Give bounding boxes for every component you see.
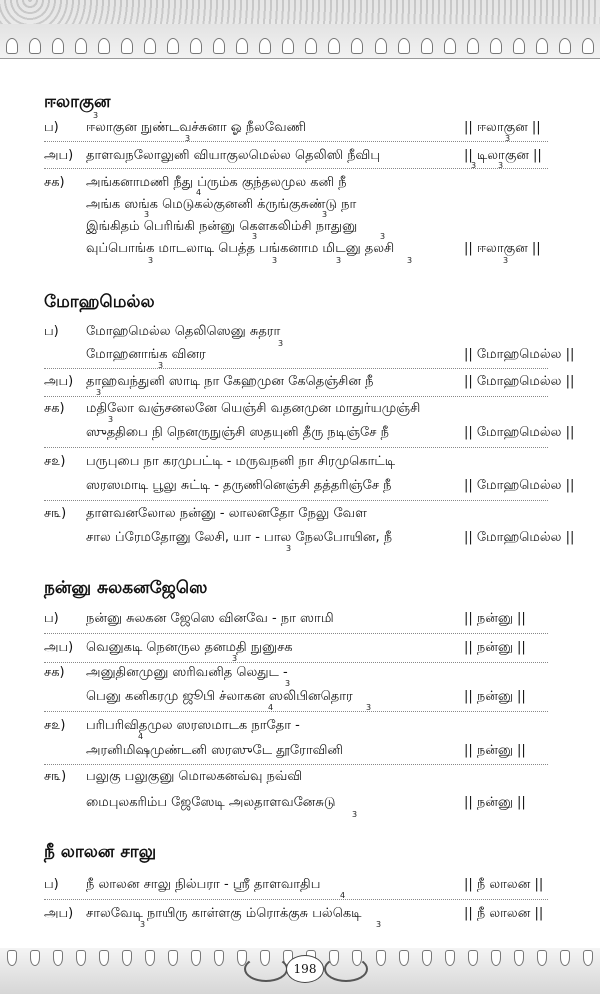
line-text: இங்கிதம் பெரிங்கி நன்னு கௌகலிம்சி நாதுனு: [86, 219, 358, 234]
tassel-ornament: [53, 950, 63, 966]
tassel-ornament: [7, 950, 17, 966]
song-line: [0, 454, 600, 476]
line-label: அப): [44, 374, 74, 389]
tassel-ornament: [145, 950, 155, 966]
line-text: ஸுததிபை நி நெனருநுஞ்சி ஸதயுனி தீரு நடிஞ்சே நீ: [86, 425, 389, 440]
line-refrain: || மோஹமெல்ல ||: [464, 347, 575, 362]
line-label: சக): [44, 401, 65, 416]
line-label: ச௨): [44, 454, 66, 469]
left-scroll-ornament: [244, 956, 288, 982]
tassel-ornament: [422, 950, 432, 966]
tassel-ornament: [583, 950, 593, 966]
line-label: அப): [44, 906, 74, 921]
line-refrain: || நன்னு ||: [464, 689, 526, 704]
line-label: ப): [44, 877, 59, 892]
line-text: ஈலாகுன நுண்டவச்சுனா ஓ நீலவேணி: [86, 120, 306, 135]
song-line: [0, 611, 600, 633]
line-refrain: || நன்னு ||: [464, 795, 526, 810]
song-title: ஈலாகுன: [44, 92, 111, 112]
line-label: ப): [44, 324, 59, 339]
page-content: ஈலாகுன 3 ப) ஈலாகுன நுண்டவச்சுனா ஓ நீலவேணி || ஈலாகுன || 3 3 அப) தாளவநலோலுனி வியாகுலமெல்ல தெலிஸி நீவிபு || டிலாகுன || 3 3 சக) அங்கனாமணி நீது ப்ரும்க குந்தலமுல கனி நீ 4 அங்க ஸங்க மெடுகல்குனனி க்ருங்குசுண்டு நா 3 3 இங்கிதம் பெரிங்கி நன்னு கௌகலிம்சி நாதுனு 3 3 வுப்பொங்க மாடலாடி பெத்த பங்கனாம மிடனு தலசி || ஈலாகுன || 3 3 3 3 3 மோஹமெல்ல ப) மோஹமெல்ல தெலிஸெனு சுதரா 3 மோஹனாங்க வினர || மோஹமெல்ல || 3 அப) தாஹவந்துனி ஸாடி நா கேஹமுன கேதெஞ்சின நீ || மோஹமெல்ல || 3 சக) மதிலோ வஞ்சனலனே யெஞ்சி வதனமுன மாதுர்யமுஞ்சி 3 ஸுததிபை நி நெனருநுஞ்சி ஸதயுனி தீரு நடிஞ்சே நீ || மோஹமெல்ல || ச௨) பருபுபை நா கரமுபட்டி - மருவநனி நா சிரமுகொட்டி ஸரஸமாடி பூலு சுட்டி - தருணினெஞ்சி தத்தரிஞ்சே நீ || மோஹமெல்ல || ச௩) தாளவனலோல நன்னு - லாலனதோ நேலு வேள சால ப்ரேமதோனு லேசி, யா - பால நேலபோயின, நீ || மோஹமெல்ல || 3 நன்னு சுலகனஜேஸெ ப) நன்னு சுலகன ஜேஸெ வினவே - நா ஸாமி || நன்னு || அப) வெனுகடி நெனருல தனமதி நுனுசக || நன்னு || 3 சக) அனுதினமுனு ஸரிவனித லெதுட - 3 பெனு கனிகரமு ஜூபி ச்லாகன ஸலிபினதொர || நன்னு || 4 3 ச௨) பரிபரிவிதமுல ஸரஸமாடக நாதோ - 4 அரனிமிஷமுண்டனி ஸரஸுடே தூரோவினி || நன்னு || ச௩) பலுகு பலுகுனு மொலகனவ்வு நவ்வி மைபுலகரிம்ப ஜேஸேடி அலதாளவனேசுடு || நன்னு || 3 நீ லாலன சாலு ப) நீ லாலன சாலு நில்பரா - ஸ்ரீ தாளவாதிப || நீ லாலன || 4 அப) சாலவேடி நாயிரு காள்ளகு ம்ரொக்குசு பல்கெடி || நீ லாலன || 3 3: [0, 0, 600, 994]
line-text: பருபுபை நா கரமுபட்டி - மருவநனி நா சிரமுகொட்டி: [86, 454, 396, 469]
tassel-ornament: [122, 950, 132, 966]
line-text: அரனிமிஷமுண்டனி ஸரஸுடே தூரோவினி: [86, 743, 343, 758]
tassel-ornament: [491, 950, 501, 966]
song-line: [0, 425, 600, 447]
line-text: வுப்பொங்க மாடலாடி பெத்த பங்கனாம மிடனு தலசி: [86, 241, 395, 256]
tassel-ornament: [191, 950, 201, 966]
divider: [44, 368, 548, 369]
right-scroll-ornament: [324, 956, 368, 982]
line-refrain: || நன்னு ||: [464, 611, 526, 626]
line-text: மோஹனாங்க வினர: [86, 347, 206, 362]
song-line: [0, 175, 600, 197]
song-title: மோஹமெல்ல: [44, 292, 155, 312]
line-text: வெனுகடி நெனருல தனமதி நுனுசக: [86, 640, 293, 655]
divider: [44, 168, 548, 169]
song-line: [0, 640, 600, 662]
line-label: ப): [44, 611, 59, 626]
line-refrain: || நீ லாலன ||: [464, 877, 544, 892]
line-text: மைபுலகரிம்ப ஜேஸேடி அலதாளவனேசுடு: [86, 795, 336, 810]
tassel-ornament: [514, 950, 524, 966]
line-text: பலுகு பலுகுனு மொலகனவ்வு நவ்வி: [86, 769, 303, 784]
line-refrain: || மோஹமெல்ல ||: [464, 478, 575, 493]
tassel-ornament: [30, 950, 40, 966]
line-text: மதிலோ வஞ்சனலனே யெஞ்சி வதனமுன மாதுர்யமுஞ்சி: [86, 401, 421, 416]
line-refrain: || நன்னு ||: [464, 640, 526, 655]
line-text: மோஹமெல்ல தெலிஸெனு சுதரா: [86, 324, 281, 339]
line-text: அங்கனாமணி நீது ப்ரும்க குந்தலமுல கனி நீ: [86, 175, 347, 190]
line-refrain: || மோஹமெல்ல ||: [464, 530, 575, 545]
divider: [44, 141, 548, 142]
line-text: நன்னு சுலகன ஜேஸெ வினவே - நா ஸாமி: [86, 611, 334, 626]
line-text: பரிபரிவிதமுல ஸரஸமாடக நாதோ -: [86, 718, 300, 733]
song-line: [0, 769, 600, 791]
divider: [44, 396, 548, 397]
divider: [44, 633, 548, 634]
song-line: [0, 401, 600, 423]
song-line: [0, 374, 600, 396]
tassel-ornament: [537, 950, 547, 966]
line-text: சாலவேடி நாயிரு காள்ளகு ம்ரொக்குசு பல்கெடி: [86, 906, 362, 921]
tassel-ornament: [560, 950, 570, 966]
song-line: [0, 689, 600, 711]
song-line: [0, 148, 600, 170]
song-line: [0, 877, 600, 899]
line-label: ச௩): [44, 506, 67, 521]
song-title: நன்னு சுலகனஜேஸெ: [44, 578, 208, 598]
page-number: 198: [286, 955, 324, 983]
song-title: நீ லாலன சாலு: [44, 842, 157, 862]
line-refrain: || டிலாகுன ||: [464, 148, 542, 163]
song-line: [0, 530, 600, 552]
divider: [44, 447, 548, 448]
divider: [44, 662, 548, 663]
line-text: நீ லாலன சாலு நில்பரா - ஸ்ரீ தாளவாதிப: [86, 877, 321, 892]
song-line: [0, 718, 600, 740]
line-label: அப): [44, 148, 74, 163]
song-line: [0, 197, 600, 219]
line-text: தாளவநலோலுனி வியாகுலமெல்ல தெலிஸி நீவிபு: [86, 148, 380, 163]
song-line: [0, 478, 600, 500]
tassel-ornament: [214, 950, 224, 966]
line-label: சக): [44, 665, 65, 680]
line-text: தாஹவந்துனி ஸாடி நா கேஹமுன கேதெஞ்சின நீ: [86, 374, 374, 389]
tassel-ornament: [376, 950, 386, 966]
song-line: [0, 241, 600, 263]
divider: [44, 711, 548, 712]
song-line: [0, 506, 600, 528]
line-refrain: || ஈலாகுன ||: [464, 241, 541, 256]
line-label: அப): [44, 640, 74, 655]
song-line: [0, 743, 600, 765]
line-label: சக): [44, 175, 65, 190]
song-line: [0, 795, 600, 817]
line-refrain: || மோஹமெல்ல ||: [464, 374, 575, 389]
song-line: [0, 347, 600, 369]
line-label: ச௨): [44, 718, 66, 733]
tassel-ornament: [445, 950, 455, 966]
song-line: [0, 219, 600, 241]
tassel-ornament: [168, 950, 178, 966]
line-refrain: || ஈலாகுன ||: [464, 120, 541, 135]
line-text: அங்க ஸங்க மெடுகல்குனனி க்ருங்குசுண்டு நா: [86, 197, 357, 212]
line-label: ப): [44, 120, 59, 135]
line-text: சால ப்ரேமதோனு லேசி, யா - பால நேலபோயின, நீ: [86, 530, 393, 545]
divider: [44, 500, 548, 501]
line-refrain: || நீ லாலன ||: [464, 906, 544, 921]
tassel-ornament: [99, 950, 109, 966]
line-text: தாளவனலோல நன்னு - லாலனதோ நேலு வேள: [86, 506, 367, 521]
tassel-ornament: [76, 950, 86, 966]
divider: [44, 764, 548, 765]
song-line: [0, 324, 600, 346]
divider: [44, 899, 548, 900]
song-line: [0, 906, 600, 928]
song-line: [0, 665, 600, 687]
line-refrain: || மோஹமெல்ல ||: [464, 425, 575, 440]
tassel-ornament: [468, 950, 478, 966]
line-label: ச௩): [44, 769, 67, 784]
line-refrain: || நன்னு ||: [464, 743, 526, 758]
tassel-ornament: [399, 950, 409, 966]
line-text: ஸரஸமாடி பூலு சுட்டி - தருணினெஞ்சி தத்தரிஞ்சே நீ: [86, 478, 392, 493]
line-text: பெனு கனிகரமு ஜூபி ச்லாகன ஸலிபினதொர: [86, 689, 353, 704]
line-text: அனுதினமுனு ஸரிவனித லெதுட -: [86, 665, 288, 680]
